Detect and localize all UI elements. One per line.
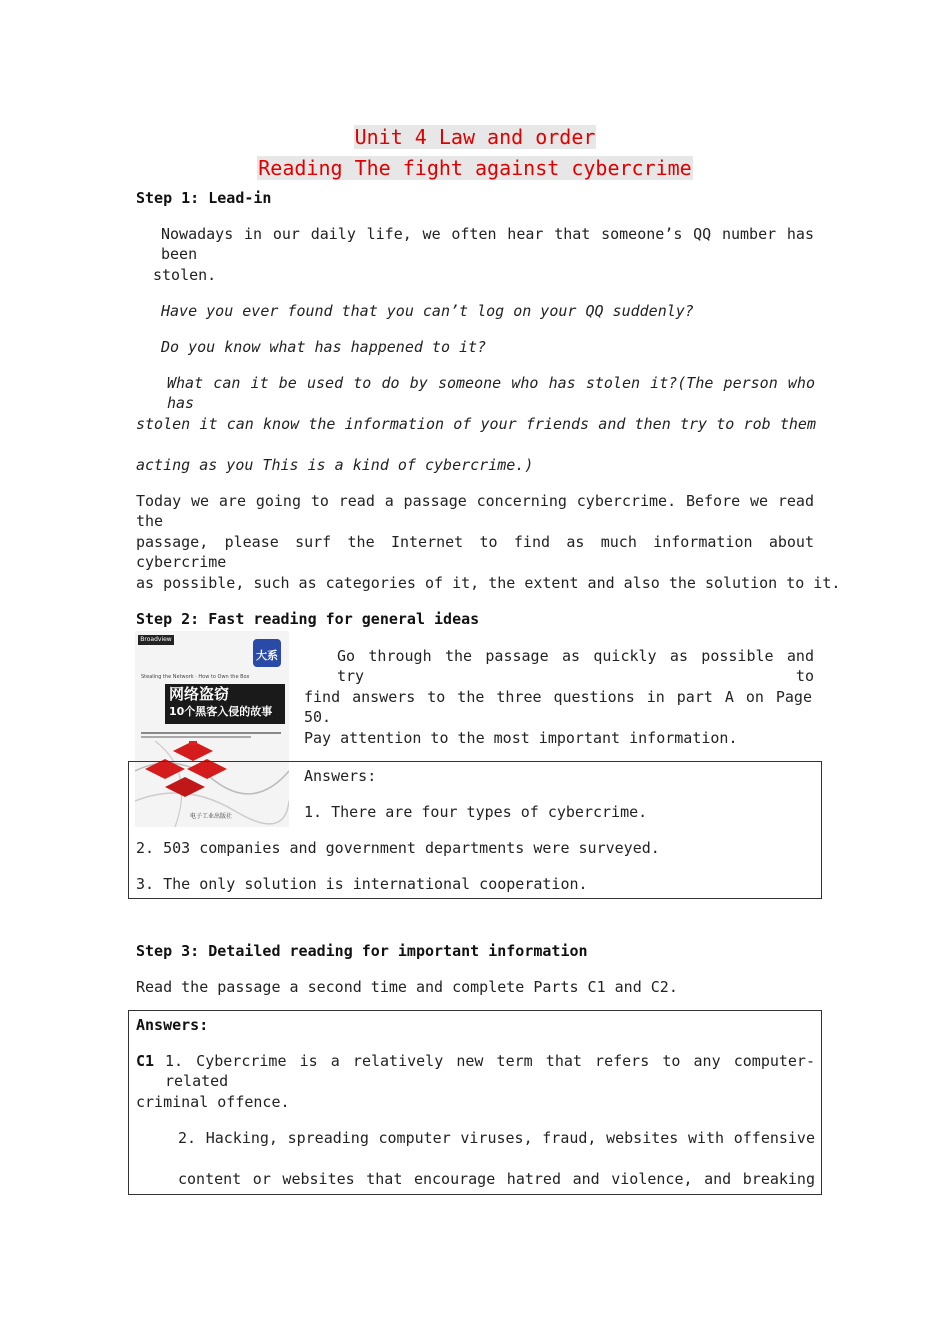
- step2-para-line2: find answers to the three questions in part A on Page 50.: [304, 688, 812, 726]
- book-press: 电子工业出版社: [190, 813, 233, 820]
- step1-para2-line3: as possible, such as categories of it, the extent and also the solution to it.: [136, 574, 841, 592]
- step1-para2-line1: Today we are going to read a passage concerning cybercrime. Before we read the: [136, 492, 814, 530]
- title-line-2: Reading The fight against cybercrime: [258, 156, 692, 180]
- book-cn-title: 网络盗窃: [169, 685, 230, 703]
- step1-question3-line1: What can it be used to do by someone who has stolen it?(The person who has: [167, 374, 815, 412]
- step2-answer-2: 2. 503 companies and government departments were surveyed.: [136, 839, 660, 857]
- step1-heading: Step 1: Lead-in: [136, 189, 272, 207]
- step1-para2-line2: passage, please surf the Internet to find as much information about cybercrime: [136, 533, 814, 571]
- page-title: [0, 124, 950, 150]
- step2-para-line3: Pay attention to the most important information.: [304, 729, 738, 747]
- step1-question3-line3: acting as you This is a kind of cybercrime.): [136, 456, 534, 474]
- c1-answer1-line2: criminal offence.: [136, 1093, 290, 1111]
- step1-question2: Do you know what has happened to it?: [161, 338, 487, 356]
- step2-heading: Step 2: Fast reading for general ideas: [136, 610, 480, 628]
- c1-answer1-line1: 1. Cybercrime is a relatively new term that refers to any computer-related: [165, 1052, 815, 1090]
- step1-para1-line2: stolen.: [153, 266, 217, 284]
- series-badge: 大系: [253, 639, 281, 667]
- step2-answer-1: 1. There are four types of cybercrime.: [304, 803, 648, 821]
- step2-answers-label: Answers:: [304, 767, 377, 785]
- step3-answers-label: Answers:: [136, 1016, 209, 1034]
- book-en-title: Stealing the Network · How to Own the Box: [141, 674, 250, 680]
- step1-question3-line2: stolen it can know the information of your friends and then try to rob them: [136, 415, 816, 433]
- step1-question1: Have you ever found that you can’t log on your QQ suddenly?: [161, 302, 694, 320]
- publisher-logo: Broadview: [138, 635, 174, 645]
- title-line-1: Unit 4 Law and order: [354, 125, 596, 149]
- step1-para1-line1: Nowadays in our daily life, we often hear that someone’s QQ number has been: [161, 225, 814, 263]
- c1-answer2-line1: 2. Hacking, spreading computer viruses, fraud, websites with offensive: [178, 1129, 815, 1147]
- c1-answer2-line2: content or websites that encourage hatred and violence, and breaking: [178, 1170, 815, 1188]
- page-subtitle: [0, 155, 950, 181]
- book-author-line: [141, 729, 281, 739]
- step3-heading: Step 3: Detailed reading for important information: [136, 942, 588, 960]
- step3-instruction: Read the passage a second time and complete Parts C1 and C2.: [136, 978, 678, 996]
- step2-para-line1: Go through the passage as quickly as possible and try to: [337, 647, 814, 685]
- c1-label: C1: [136, 1052, 155, 1070]
- step2-answer-3: 3. The only solution is international cooperation.: [136, 875, 588, 893]
- book-title-block: [165, 684, 285, 724]
- book-cn-subtitle: 10个黑客入侵的故事: [169, 705, 273, 718]
